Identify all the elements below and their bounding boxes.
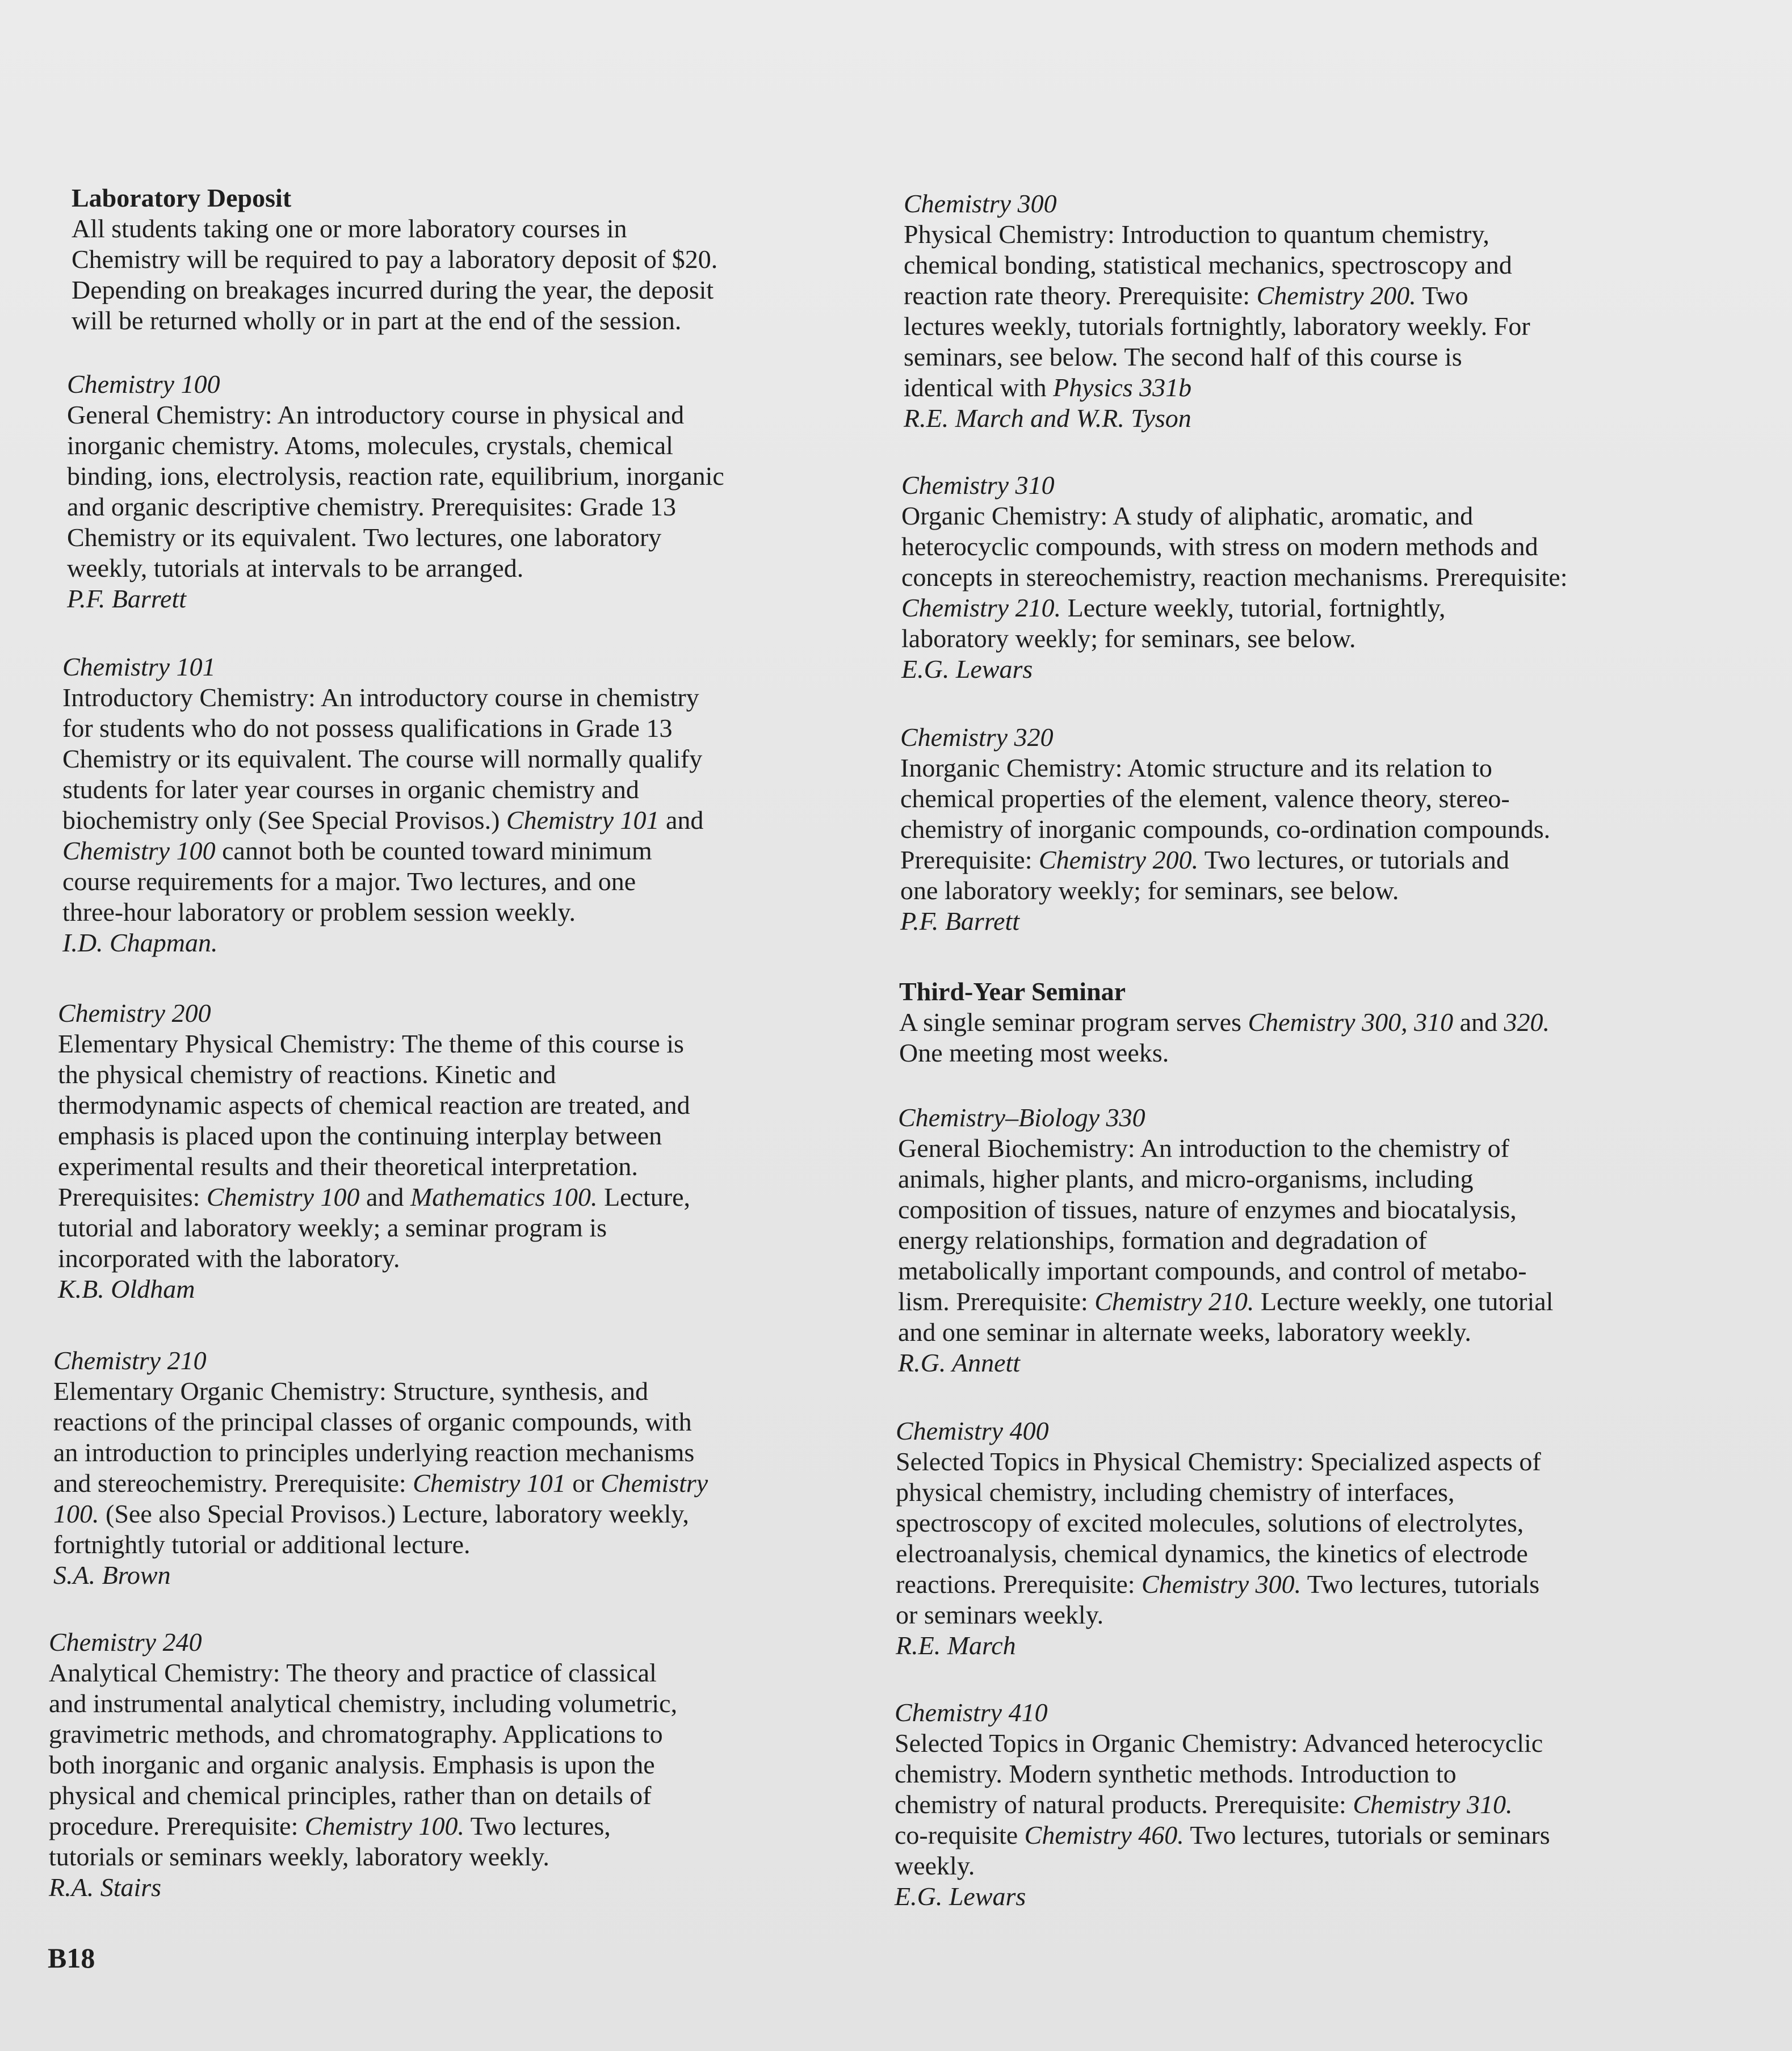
- course-reference: Mathematics 100.: [410, 1182, 598, 1211]
- body-line: students for later year courses in organic chemistry and: [62, 775, 639, 804]
- instructor-name: I.D. Chapman.: [62, 928, 218, 957]
- text-run: Lecture weekly, one tutorial: [1254, 1287, 1554, 1316]
- body-line: heterocyclic compounds, with stress on modern methods and: [901, 532, 1538, 561]
- body-line: Selected Topics in Physical Chemistry: Specialized aspects of: [896, 1447, 1541, 1476]
- body-line: [895, 1820, 1723, 1851]
- body-line: chemistry. Modern synthetic methods. Introduction to: [895, 1759, 1457, 1788]
- course-chemistry-biology-330: [898, 1102, 1727, 1378]
- body-line: [53, 1468, 882, 1499]
- body-line: gravimetric methods, and chromatography. Applications to: [49, 1719, 663, 1748]
- body-line: Selected Topics in Organic Chemistry: Advanced heterocyclic: [895, 1729, 1543, 1758]
- text-run: Two lectures, tutorials: [1301, 1570, 1540, 1599]
- body-line: thermodynamic aspects of chemical reaction are treated, and: [58, 1090, 690, 1119]
- body-line: Elementary Physical Chemistry: The theme of this course is: [58, 1029, 684, 1058]
- course-reference: 100.: [53, 1499, 99, 1528]
- body-line: one laboratory weekly; for seminars, see below.: [900, 876, 1399, 905]
- body-line: [62, 836, 891, 866]
- page-number: B18: [48, 1942, 95, 1974]
- section-heading: Third-Year Seminar: [899, 977, 1126, 1006]
- course-chemistry-400: [896, 1416, 1724, 1661]
- course-reference: Chemistry 210.: [1094, 1287, 1254, 1316]
- course-reference: Chemistry 300.: [1141, 1570, 1302, 1599]
- body-line: emphasis is placed upon the continuing interplay between: [58, 1121, 662, 1150]
- text-run: Lecture,: [597, 1182, 691, 1211]
- body-line: physical chemistry, including chemistry of interfaces,: [896, 1478, 1455, 1507]
- body-line: or seminars weekly.: [896, 1600, 1104, 1629]
- body-line: the physical chemistry of reactions. Kinetic and: [58, 1060, 556, 1089]
- body-line: course requirements for a major. Two lectures, and one: [62, 867, 636, 896]
- text-run: Two lectures,: [464, 1811, 611, 1840]
- body-line: an introduction to principles underlying reaction mechanisms: [53, 1438, 695, 1467]
- course-reference: Chemistry 200.: [1256, 281, 1416, 310]
- text-run: Two lectures, or tutorials and: [1198, 845, 1509, 874]
- text-run: cannot both be counted toward minimum: [215, 836, 652, 865]
- course-chemistry-200: [58, 998, 887, 1305]
- body-line: animals, higher plants, and micro-organisms, including: [898, 1164, 1474, 1193]
- body-line: Elementary Organic Chemistry: Structure, synthesis, and: [53, 1377, 648, 1406]
- text-run: reactions. Prerequisite:: [896, 1570, 1142, 1599]
- course-chemistry-101: [62, 652, 891, 958]
- course-heading: Chemistry 200: [58, 999, 211, 1027]
- body-line: [899, 1007, 1728, 1038]
- section-heading: Laboratory Deposit: [72, 183, 292, 212]
- course-heading: Chemistry 100: [67, 370, 220, 399]
- course-heading: Chemistry 300: [904, 189, 1057, 218]
- text-run: lism. Prerequisite:: [898, 1287, 1095, 1316]
- body-line: laboratory weekly; for seminars, see below.: [901, 624, 1356, 653]
- body-line: Analytical Chemistry: The theory and practice of classical: [49, 1658, 657, 1687]
- course-reference: Chemistry 100: [206, 1182, 360, 1211]
- body-line: [901, 593, 1730, 623]
- text-run: chemistry of natural products. Prerequisite:: [895, 1790, 1353, 1819]
- text-run: Prerequisite:: [900, 845, 1039, 874]
- body-line: fortnightly tutorial or additional lecture.: [53, 1530, 471, 1559]
- body-line: [49, 1811, 878, 1842]
- body-line: [904, 280, 1732, 311]
- body-line: lectures weekly, tutorials fortnightly, laboratory weekly. For: [904, 312, 1530, 341]
- body-line: experimental results and their theoretical interpretation.: [58, 1152, 638, 1181]
- text-run: and: [1453, 1008, 1504, 1037]
- course-heading: Chemistry 210: [53, 1346, 207, 1375]
- body-line: for students who do not possess qualifications in Grade 13: [62, 714, 673, 743]
- instructor-name: P.F. Barrett: [67, 584, 187, 613]
- text-run: or: [565, 1469, 601, 1498]
- course-chemistry-210: [53, 1345, 882, 1591]
- body-line: All students taking one or more laboratory courses in: [72, 214, 627, 243]
- body-line: tutorials or seminars weekly, laboratory weekly.: [49, 1842, 549, 1871]
- body-line: General Biochemistry: An introduction to the chemistry of: [898, 1134, 1509, 1163]
- body-line: three-hour laboratory or problem session weekly.: [62, 897, 576, 926]
- body-line: and organic descriptive chemistry. Prerequisites: Grade 13: [67, 492, 677, 521]
- text-run: and: [659, 806, 704, 834]
- text-run: and stereochemistry. Prerequisite:: [53, 1469, 413, 1498]
- body-line: concepts in stereochemistry, reaction mechanisms. Prerequisite:: [901, 563, 1568, 592]
- course-heading: Chemistry 400: [896, 1416, 1049, 1445]
- course-chemistry-100: [67, 369, 896, 614]
- text-run: reaction rate theory. Prerequisite:: [904, 281, 1257, 310]
- course-heading: Chemistry 310: [901, 471, 1055, 500]
- body-line: Organic Chemistry: A study of aliphatic, aromatic, and: [901, 501, 1474, 530]
- instructor-name: R.A. Stairs: [49, 1873, 162, 1902]
- body-line: chemical properties of the element, valence theory, stereo-: [900, 784, 1510, 813]
- body-line: Introductory Chemistry: An introductory course in chemistry: [62, 683, 699, 712]
- body-line: [58, 1182, 887, 1213]
- course-reference: Chemistry 460.: [1024, 1821, 1184, 1849]
- instructor-name: R.G. Annett: [898, 1348, 1021, 1377]
- course-reference: Physics 331b: [1053, 373, 1192, 402]
- course-heading: Chemistry 410: [895, 1698, 1048, 1727]
- body-line: General Chemistry: An introductory course in physical and: [67, 400, 685, 429]
- body-line: spectroscopy of excited molecules, solutions of electrolytes,: [896, 1508, 1524, 1537]
- body-line: Depending on breakages incurred during the year, the deposit: [72, 275, 714, 304]
- body-line: [900, 845, 1729, 875]
- body-line: Physical Chemistry: Introduction to quantum chemistry,: [904, 220, 1489, 249]
- text-run: co-requisite: [895, 1821, 1025, 1849]
- body-line: [904, 372, 1732, 403]
- body-line: One meeting most weeks.: [899, 1038, 1169, 1067]
- body-line: Inorganic Chemistry: Atomic structure and its relation to: [900, 753, 1492, 782]
- instructor-name: E.G. Lewars: [895, 1882, 1026, 1911]
- body-line: metabolically important compounds, and control of metabo-: [898, 1256, 1527, 1285]
- body-line: inorganic chemistry. Atoms, molecules, crystals, chemical: [67, 431, 673, 460]
- course-reference: Chemistry 200.: [1039, 845, 1199, 874]
- body-line: weekly, tutorials at intervals to be arranged.: [67, 553, 524, 582]
- body-line: incorporated with the laboratory.: [58, 1244, 400, 1273]
- instructor-name: R.E. March and W.R. Tyson: [904, 404, 1191, 433]
- body-line: [898, 1286, 1727, 1317]
- body-line: weekly.: [895, 1851, 975, 1880]
- third-year-seminar-section: [899, 976, 1728, 1068]
- body-line: and instrumental analytical chemistry, including volumetric,: [49, 1689, 678, 1718]
- course-reference: Chemistry 100: [62, 836, 216, 865]
- body-line: energy relationships, formation and degradation of: [898, 1226, 1427, 1255]
- body-line: physical and chemical principles, rather than on details of: [49, 1781, 652, 1810]
- course-reference: Chemistry 300, 310: [1248, 1008, 1454, 1037]
- body-line: binding, ions, electrolysis, reaction rate, equilibrium, inorganic: [67, 462, 724, 490]
- body-line: Chemistry will be required to pay a laboratory deposit of $20.: [72, 245, 718, 274]
- body-line: Chemistry or its equivalent. The course will normally qualify: [62, 744, 703, 773]
- course-chemistry-410: [895, 1697, 1723, 1912]
- instructor-name: E.G. Lewars: [901, 655, 1033, 683]
- instructor-name: S.A. Brown: [53, 1561, 171, 1589]
- body-line: [53, 1499, 882, 1529]
- text-run: Two lectures, tutorials or seminars: [1184, 1821, 1550, 1849]
- text-run: Prerequisites:: [58, 1182, 207, 1211]
- body-line: and one seminar in alternate weeks, laboratory weekly.: [898, 1318, 1471, 1347]
- body-line: chemical bonding, statistical mechanics, spectroscopy and: [904, 250, 1512, 279]
- body-line: tutorial and laboratory weekly; a seminar program is: [58, 1213, 607, 1242]
- course-heading: Chemistry 101: [62, 652, 216, 681]
- course-reference: Chemistry 101: [506, 806, 660, 834]
- body-line: Chemistry or its equivalent. Two lectures, one laboratory: [67, 523, 662, 552]
- course-chemistry-240: [49, 1627, 878, 1903]
- course-chemistry-300: [904, 188, 1732, 434]
- laboratory-deposit-section: [72, 183, 900, 336]
- text-run: A single seminar program serves: [899, 1008, 1248, 1037]
- course-reference: Chemistry 310.: [1353, 1790, 1513, 1819]
- body-line: electroanalysis, chemical dynamics, the kinetics of electrode: [896, 1539, 1528, 1568]
- body-line: composition of tissues, nature of enzymes and biocatalysis,: [898, 1195, 1517, 1224]
- body-line: [895, 1789, 1723, 1820]
- text-run: Lecture weekly, tutorial, fortnightly,: [1061, 593, 1446, 622]
- course-reference: Chemistry 210.: [901, 593, 1061, 622]
- body-line: [62, 805, 891, 836]
- body-line: reactions of the principal classes of organic compounds, with: [53, 1407, 692, 1436]
- instructor-name: K.B. Oldham: [58, 1274, 195, 1303]
- text-run: (See also Special Provisos.) Lecture, laboratory weekly,: [99, 1499, 689, 1528]
- body-line: both inorganic and organic analysis. Emphasis is upon the: [49, 1750, 655, 1779]
- body-line: seminars, see below. The second half of this course is: [904, 342, 1462, 371]
- text-run: Two: [1416, 281, 1468, 310]
- course-reference: Chemistry 101: [413, 1469, 566, 1498]
- instructor-name: P.F. Barrett: [900, 907, 1020, 936]
- body-line: chemistry of inorganic compounds, co-ordination compounds.: [900, 815, 1551, 844]
- course-heading: Chemistry 320: [900, 723, 1054, 752]
- course-chemistry-320: [900, 722, 1729, 937]
- course-heading: Chemistry–Biology 330: [898, 1103, 1145, 1132]
- text-run: and: [359, 1182, 410, 1211]
- text-run: identical with: [904, 373, 1054, 402]
- course-reference: Chemistry 100.: [304, 1811, 464, 1840]
- text-run: procedure. Prerequisite:: [49, 1811, 305, 1840]
- body-line: will be returned wholly or in part at the end of the session.: [72, 306, 682, 335]
- course-reference: 320.: [1504, 1008, 1550, 1037]
- course-chemistry-310: [901, 470, 1730, 685]
- instructor-name: R.E. March: [896, 1631, 1016, 1660]
- course-reference: Chemistry: [601, 1469, 708, 1498]
- body-line: [896, 1569, 1724, 1600]
- course-heading: Chemistry 240: [49, 1628, 202, 1656]
- text-run: biochemistry only (See Special Provisos.): [62, 806, 506, 834]
